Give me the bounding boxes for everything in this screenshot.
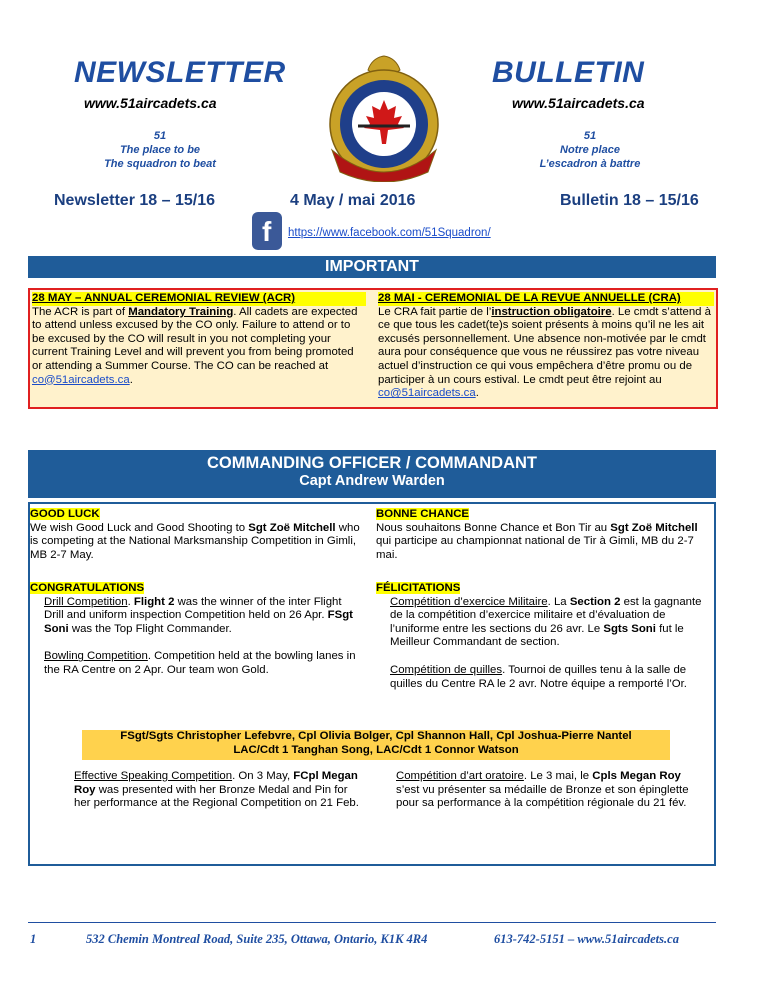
important-fr [378, 292, 714, 401]
tagline-line: The place to be [119, 144, 201, 156]
important-fr-heading: 28 MAI - CEREMONIAL DE LA REVUE ANNUELLE (CRA) [378, 292, 714, 306]
important-bar: IMPORTANT [28, 256, 716, 278]
co-email-link-fr[interactable]: co@51aircadets.ca [378, 387, 476, 400]
important-box [28, 288, 718, 409]
tagline-line: 51 [583, 130, 597, 142]
co-subtitle: Capt Andrew Warden [299, 473, 445, 489]
drill-fr: Compétition d’exercice Militaire. La Section 2 est la gagnante de la compétition d’exercice militaire et d’évaluation de l’uniforme entre les sections du 26 avr. Le Sgts Soni fut le Meilleur Commandant de section. [390, 595, 702, 649]
bowling-fr: Compétition de quilles. Tournoi de quilles tenu à la salle de quilles du Centre RA le 2 avr. Notre équipe a remporté l’Or. [390, 663, 687, 690]
goodluck-en-body: We wish Good Luck and Good Shooting to Sgt Zoë Mitchell who is competing at the National Marksmanship Competition in Gimli, MB 2-7 May. [30, 521, 360, 561]
goodluck-fr [376, 508, 710, 562]
newsletter-title: NEWSLETTER [74, 56, 286, 89]
issue-left: Newsletter 18 – 15/16 [54, 192, 215, 209]
footer-address: 532 Chemin Montreal Road, Suite 235, Ottawa, Ontario, K1K 4R4 [86, 932, 428, 946]
tagline-line: Notre place [560, 144, 620, 156]
tagline-line: The squadron to beat [104, 158, 216, 170]
congrats-en [30, 582, 360, 678]
issue-right: Bulletin 18 – 15/16 [560, 192, 699, 209]
footer-rule [28, 922, 716, 923]
drill-en: Drill Competition. Flight 2 was the winner of the inter Flight Drill and uniform inspection Competition held on 26 Apr. FSgt Soni was the Top Flight Commander. [44, 595, 353, 635]
bulletin-title: BULLETIN [492, 56, 645, 89]
goodluck-en [30, 508, 360, 562]
tagline-line: L’escadron à battre [539, 158, 641, 170]
co-email-link[interactable]: co@51aircadets.ca [32, 373, 130, 386]
footer-contact: 613-742-5151 – www.51aircadets.ca [494, 932, 679, 946]
important-en-heading: 28 MAY – ANNUAL CEREMONIAL REVIEW (ACR) [32, 292, 366, 306]
important-en-body: The ACR is part of Mandatory Training. All cadets are expected to attend unless excused by the CO only. Failure to attend or to be excused by the CO will result in you not completing your current Training Level and will prevent you from being promoted or attending a Summer Course. The CO can be reached at co@51aircadets.ca. [32, 305, 358, 386]
facebook-icon[interactable]: f [252, 212, 282, 250]
co-box [28, 502, 716, 866]
team-line: LAC/Cdt 1 Tanghan Song, LAC/Cdt 1 Connor Watson [233, 743, 519, 756]
goodluck-fr-body: Nous souhaitons Bonne Chance et Bon Tir au Sgt Zoë Mitchell qui participe au championnat national de Tir à Gimli, MB du 2-7 mai. [376, 521, 698, 561]
goodluck-fr-heading: BONNE CHANCE [376, 508, 470, 520]
co-title: COMMANDING OFFICER / COMMANDANT [207, 454, 537, 472]
goodluck-en-heading: GOOD LUCK [30, 508, 100, 520]
page-number: 1 [30, 932, 37, 946]
co-bar [28, 450, 716, 498]
right-website-link[interactable]: www.51aircadets.ca [512, 95, 645, 111]
congrats-fr-heading: FÉLICITATIONS [376, 582, 461, 594]
right-tagline [490, 129, 690, 171]
speaking-en: Effective Speaking Competition. On 3 May, FCpl Megan Roy was presented with her Bronze Medal and Pin for her performance at the Regional Competition on 21 Feb. [74, 770, 359, 810]
tagline-line: 51 [153, 130, 167, 142]
issue-date: 4 May / mai 2016 [290, 192, 416, 209]
squadron-crest-icon [318, 54, 450, 182]
team-line: FSgt/Sgts Christopher Lefebvre, Cpl Olivia Bolger, Cpl Shannon Hall, Cpl Joshua-Pierre Nantel [120, 730, 632, 742]
facebook-link[interactable]: https://www.facebook.com/51Squadron/ [288, 227, 491, 239]
important-en [32, 292, 366, 387]
speaking-fr: Compétition d’art oratoire. Le 3 mai, le Cpls Megan Roy s’est vu présenter sa médaille de Bronze et son épinglette pour sa performance à la compétition régionale du 21 fév. [396, 770, 689, 810]
left-tagline [60, 129, 260, 171]
congrats-en-heading: CONGRATULATIONS [30, 582, 145, 594]
left-website-link[interactable]: www.51aircadets.ca [84, 95, 217, 111]
important-fr-body: Le CRA fait partie de l’instruction obligatoire. Le cmdt s’attend à ce que tous les cadet(te)s soient présents à moins qu’il ne les ait excusés personnellement. Une absence non-motivée par le cmdt aura pour conséquence que vous ne réussirez pas votre niveau actuel d’instruction ce qui vous empêchera d’être promu ou de participer à un cours estival. Le cmdt peut être rejoint au co@51aircadets.ca. [378, 305, 712, 400]
bowling-en: Bowling Competition. Competition held at the bowling lanes in the RA Centre on 2 Apr. Our team won Gold. [44, 650, 356, 676]
congrats-fr [376, 582, 710, 691]
bowling-team-banner [82, 730, 670, 760]
